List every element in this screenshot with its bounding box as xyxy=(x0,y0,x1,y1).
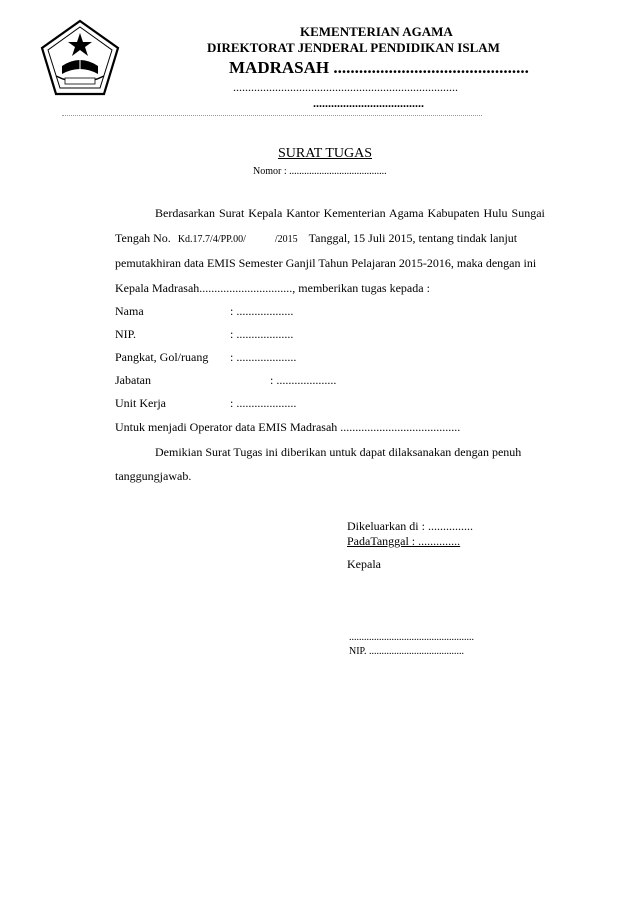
header-address-line: ........................................................................... xyxy=(233,80,458,94)
field-label: Unit Kerja xyxy=(115,396,166,410)
intro-line-4: Kepala Madrasah..............................., memberikan tugas kepada : xyxy=(115,281,430,295)
signatory-title: Kepala xyxy=(347,557,381,571)
header-directorate: DIREKTORAT JENDERAL PENDIDIKAN ISLAM xyxy=(207,40,500,55)
intro-line-2-year: /2015 xyxy=(274,234,298,245)
field-label: Pangkat, Gol/ruang xyxy=(115,350,209,364)
closing-line-1: Demikian Surat Tugas ini diberikan untuk dapat dilaksanakan dengan penuh xyxy=(155,445,522,459)
header-divider xyxy=(62,115,482,116)
header-address-line-2: ..................................... xyxy=(313,96,424,110)
intro-line-1: Berdasarkan Surat Kepala Kantor Kementerian Agama Kabupaten Hulu Sungai xyxy=(155,206,545,220)
intro-line-2 xyxy=(115,231,583,246)
intro-line-2-date: Tanggal, 15 Juli 2015, tentang tindak lanjut xyxy=(308,231,518,245)
field-value: : ................... xyxy=(230,304,294,318)
field-value: : .................... xyxy=(230,396,297,410)
header-madrasah: MADRASAH .............................................. xyxy=(229,58,529,77)
signatory-name: .................................................. xyxy=(349,632,474,643)
issued-date: PadaTanggal : .............. xyxy=(347,534,461,548)
closing-line-2: tanggungjawab. xyxy=(115,469,192,483)
header-ministry: KEMENTERIAN AGAMA xyxy=(300,24,453,39)
issued-at: Dikeluarkan di : ............... xyxy=(347,519,473,533)
intro-line-3: pemutakhiran data EMIS Semester Ganjil Tahun Pelajaran 2015-2016, maka dengan ini xyxy=(115,256,537,270)
field-value: : ................... xyxy=(230,327,294,341)
intro-line-2-no: Tengah No. xyxy=(115,231,171,245)
letter-number: Nomor : ....................................... xyxy=(253,166,387,177)
signatory-nip: NIP. ...................................... xyxy=(349,646,465,657)
letter-title: SURAT TUGAS xyxy=(278,146,373,161)
kementerian-agama-logo xyxy=(38,18,122,98)
field-label: NIP. xyxy=(115,327,137,341)
field-value: : .................... xyxy=(230,350,297,364)
intro-line-2-ref: Kd.17.7/4/PP.00/ xyxy=(177,234,246,245)
field-label: Nama xyxy=(115,304,144,318)
field-label: Jabatan xyxy=(115,373,151,387)
field-value: : .................... xyxy=(270,373,337,387)
assignment-line: Untuk menjadi Operator data EMIS Madrasah ........................................ xyxy=(115,420,461,434)
